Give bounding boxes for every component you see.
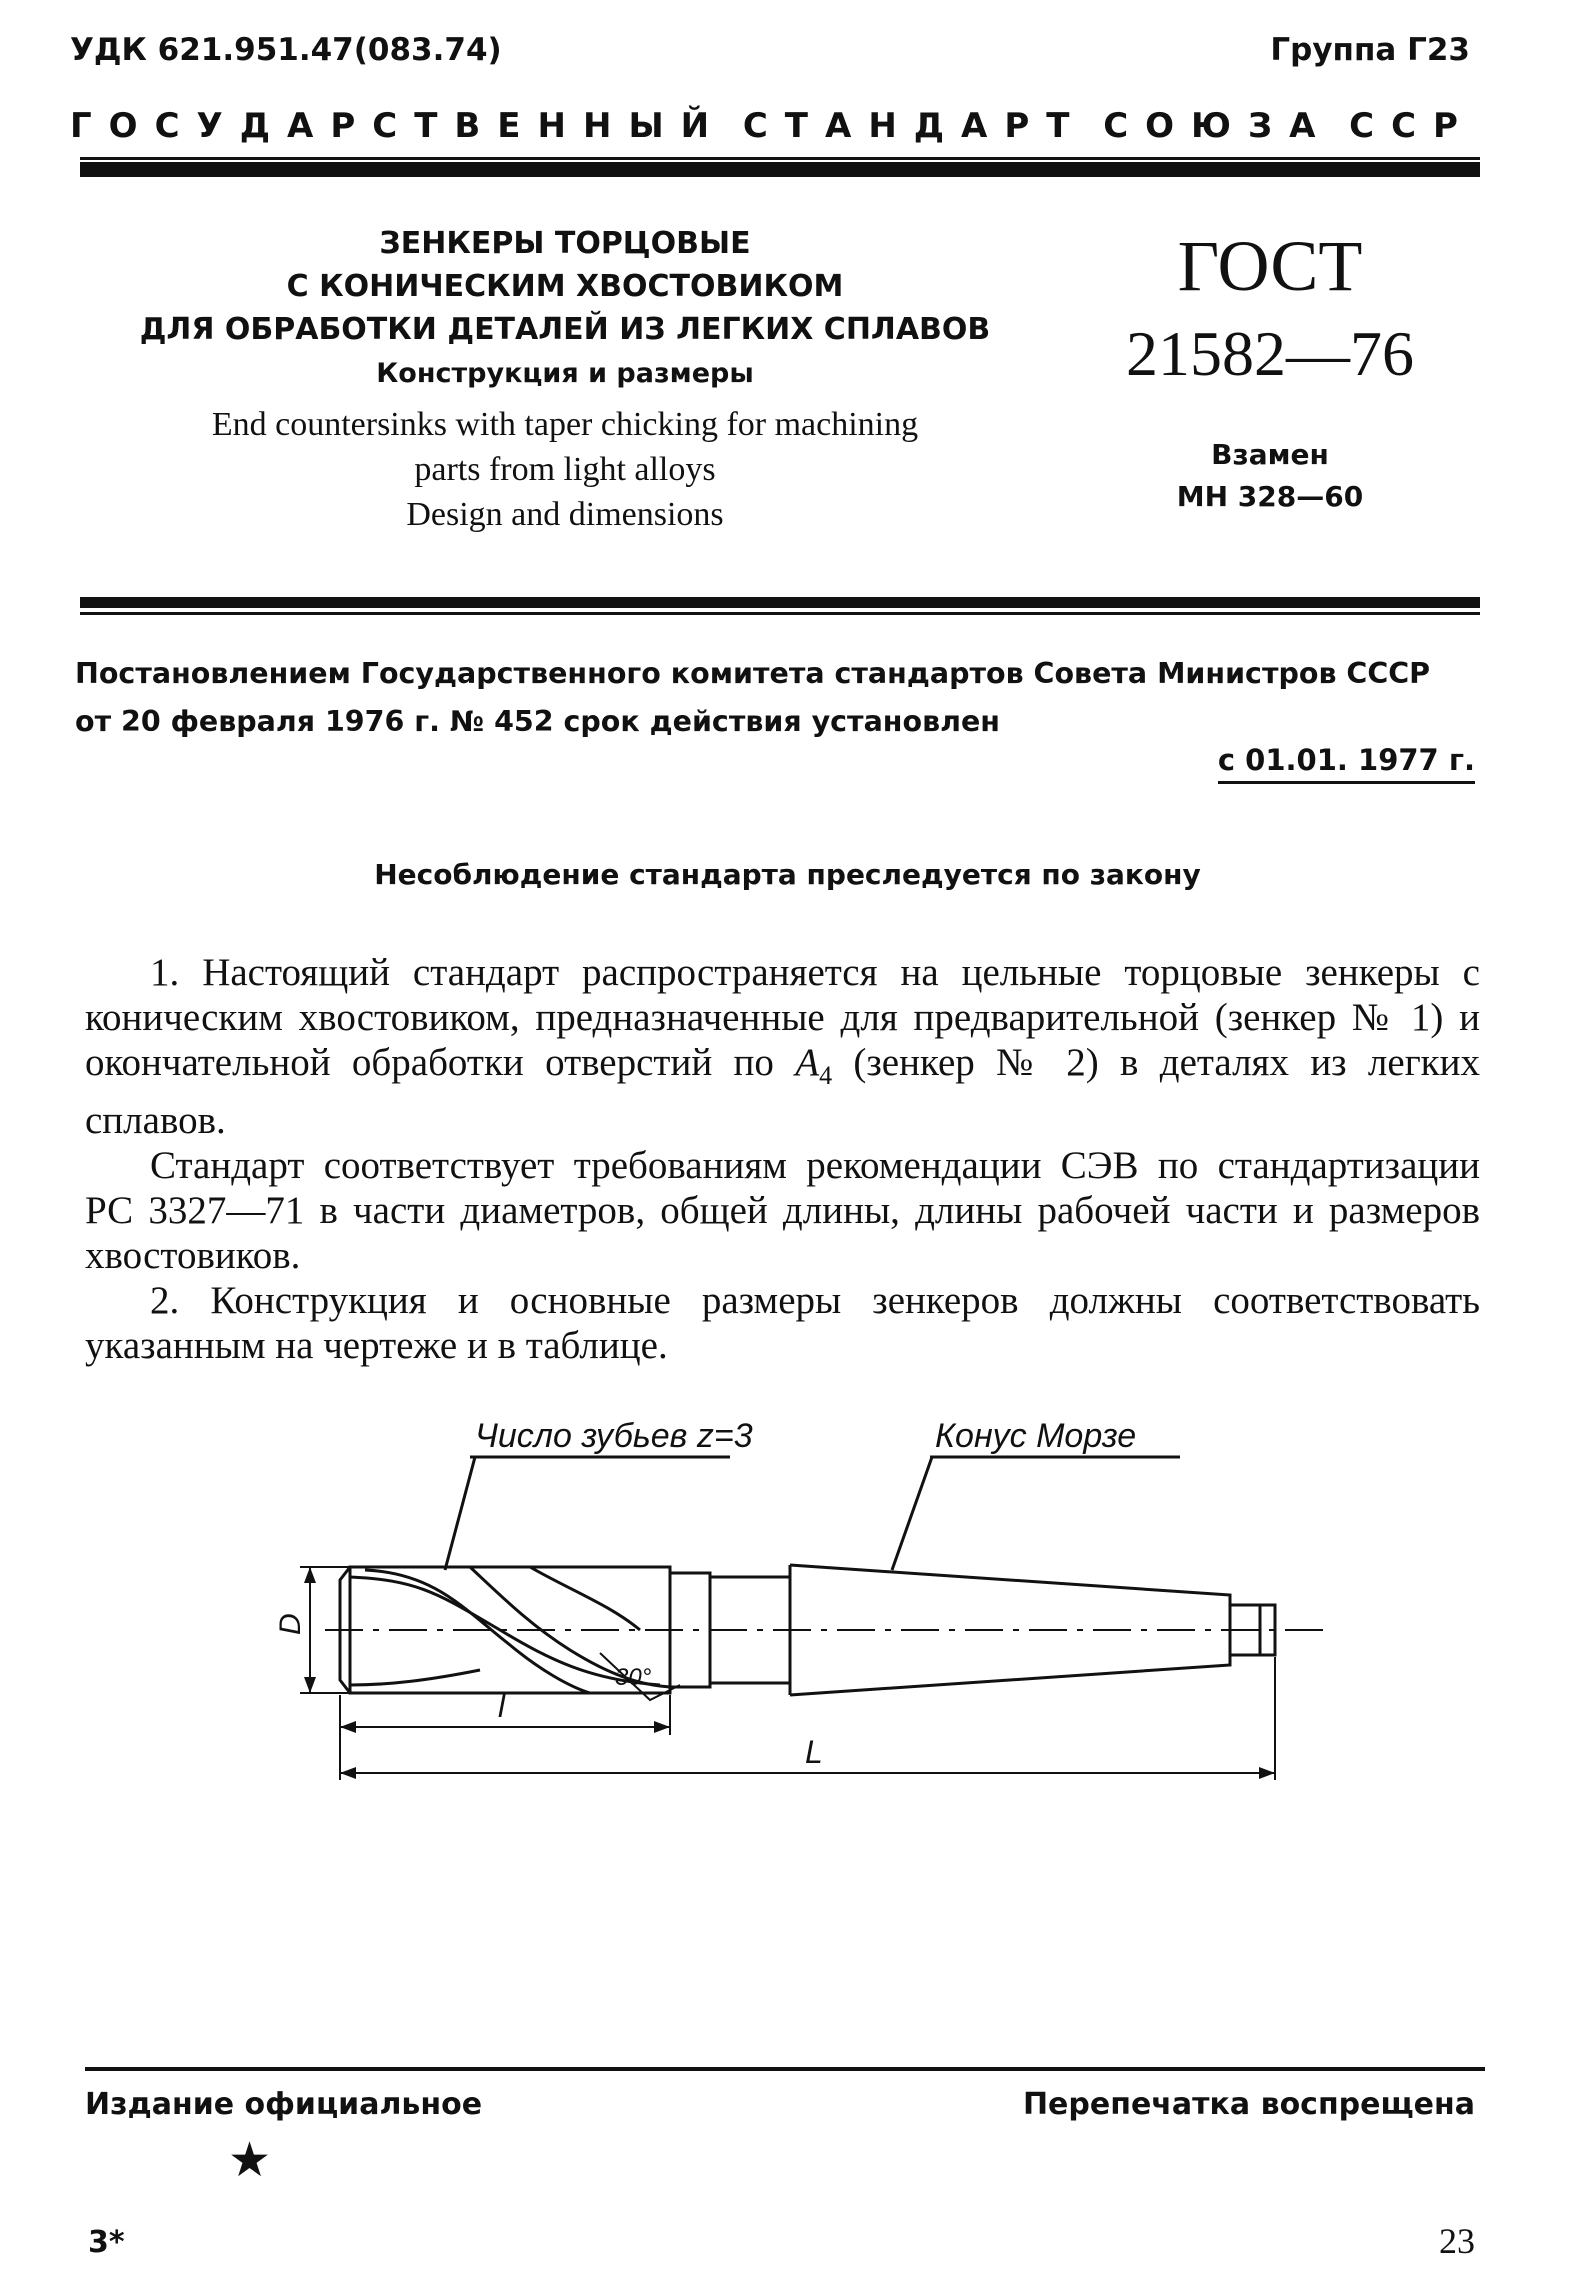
arrow-L-right: [1259, 1767, 1275, 1779]
replaces-value: МН 328—60: [1176, 480, 1364, 513]
title-rule-thin: [80, 612, 1480, 615]
drawing-geometry: [300, 1457, 1330, 1780]
title-ru-subtitle: Конструкция и размеры: [376, 358, 754, 389]
label-morse: Конус Морзе: [935, 1417, 1137, 1455]
label-l: l: [498, 1688, 506, 1724]
arrow-l-left: [340, 1721, 356, 1733]
paragraph-1: [85, 950, 1480, 1143]
morse-leader: [892, 1457, 932, 1570]
paragraph-1-part-a: 1. Настоящий стандарт распространяется на цельные торцовые зенкеры с коническим хвостовиком, предназначенные для предварительной (зенкер № 1) и окончательной обработки отверстий по: [85, 951, 1480, 1084]
state-word-1: ГОСУДАРСТВЕННЫЙ: [70, 106, 727, 146]
page-number: 23: [1439, 2221, 1475, 2261]
teeth-leader: [445, 1457, 475, 1570]
arrow-l-right: [654, 1721, 670, 1733]
paragraph-1-part-b: (зенкер № 2) в деталях из легких сплавов.: [85, 1041, 1481, 1142]
state-word-2: СТАНДАРТ: [742, 106, 1087, 146]
decree-line-1: Постановлением Государственного комитета стандартов Совета Министров СССР: [75, 657, 1431, 690]
title-ru-line-3: ДЛЯ ОБРАБОТКИ ДЕТАЛЕЙ ИЗ ЛЕГКИХ СПЛАВОВ: [139, 312, 991, 347]
flute-2: [365, 1570, 590, 1693]
arrow-D-bottom: [304, 1677, 316, 1693]
header-rule-thin: [80, 157, 1480, 160]
arrow-D-top: [304, 1567, 316, 1583]
title-block: [90, 222, 1040, 537]
title-en-line-1: End countersinks with taper chicking for machining: [211, 406, 919, 443]
title-ru-line-2: С КОНИЧЕСКИМ ХВОСТОВИКОМ: [286, 269, 844, 304]
title-en-line-2: parts from light alloys: [414, 451, 716, 488]
title-en: [90, 402, 1040, 537]
label-L: L: [805, 1734, 823, 1770]
state-word-4: ССР: [1349, 106, 1475, 146]
flute-5: [350, 1670, 480, 1685]
decree-text: [75, 650, 1485, 746]
star-icon: ★: [228, 2132, 272, 2188]
udk-code: УДК 621.951.47(083.74): [70, 32, 502, 68]
paragraph-1-symbol: A: [795, 1041, 820, 1084]
arrow-L-left: [340, 1767, 356, 1779]
header-rule-thick: [80, 162, 1480, 177]
gost-block: [1080, 222, 1460, 518]
flute-4: [530, 1567, 640, 1630]
reprint-label: Перепечатка воспрещена: [1022, 2087, 1475, 2122]
gost-number: 21582—76: [1126, 318, 1414, 389]
paragraph-3: 2. Конструкция и основные размеры зенкеров должны соответствовать указанным на чертеже и в таблице.: [85, 1278, 1480, 1367]
decree-line-2: от 20 февраля 1976 г. № 452 срок действия установлен: [75, 705, 1000, 738]
title-ru-line-1: ЗЕНКЕРЫ ТОРЦОВЫЕ: [379, 226, 751, 261]
state-standard-header: [70, 106, 1475, 146]
replaces-label: Взамен: [1211, 438, 1329, 471]
countersink-drawing: [270, 1395, 1350, 1815]
title-en-line-3: Design and dimensions: [406, 496, 724, 533]
label-teeth: Число зубьев z=3: [475, 1417, 753, 1455]
group-code: Группа Г23: [1270, 32, 1470, 68]
effective-date: с 01.01. 1977 г.: [1218, 743, 1475, 784]
label-angle: 30°: [615, 1664, 652, 1691]
footer-rule: [85, 2067, 1485, 2071]
title-rule-thick: [80, 597, 1480, 608]
paragraph-2: Стандарт соответствует требованиям рекомендации СЭВ по стандартизации РС 3327—71 в части диаметров, общей длины, длины рабочей части и размеров хвостовиков.: [85, 1143, 1480, 1277]
sheet-mark: 3*: [88, 2225, 125, 2260]
label-D: D: [274, 1613, 307, 1635]
paragraph-1-subscript: 4: [819, 1060, 833, 1090]
state-word-3: СОЮЗА: [1103, 106, 1333, 146]
body-text: [85, 950, 1480, 1368]
replaces: [1080, 434, 1460, 518]
law-notice: Несоблюдение стандарта преследуется по закону: [374, 858, 1201, 891]
edition-label: Издание официальное: [85, 2087, 483, 2122]
gost-word: ГОСТ: [1177, 226, 1363, 306]
